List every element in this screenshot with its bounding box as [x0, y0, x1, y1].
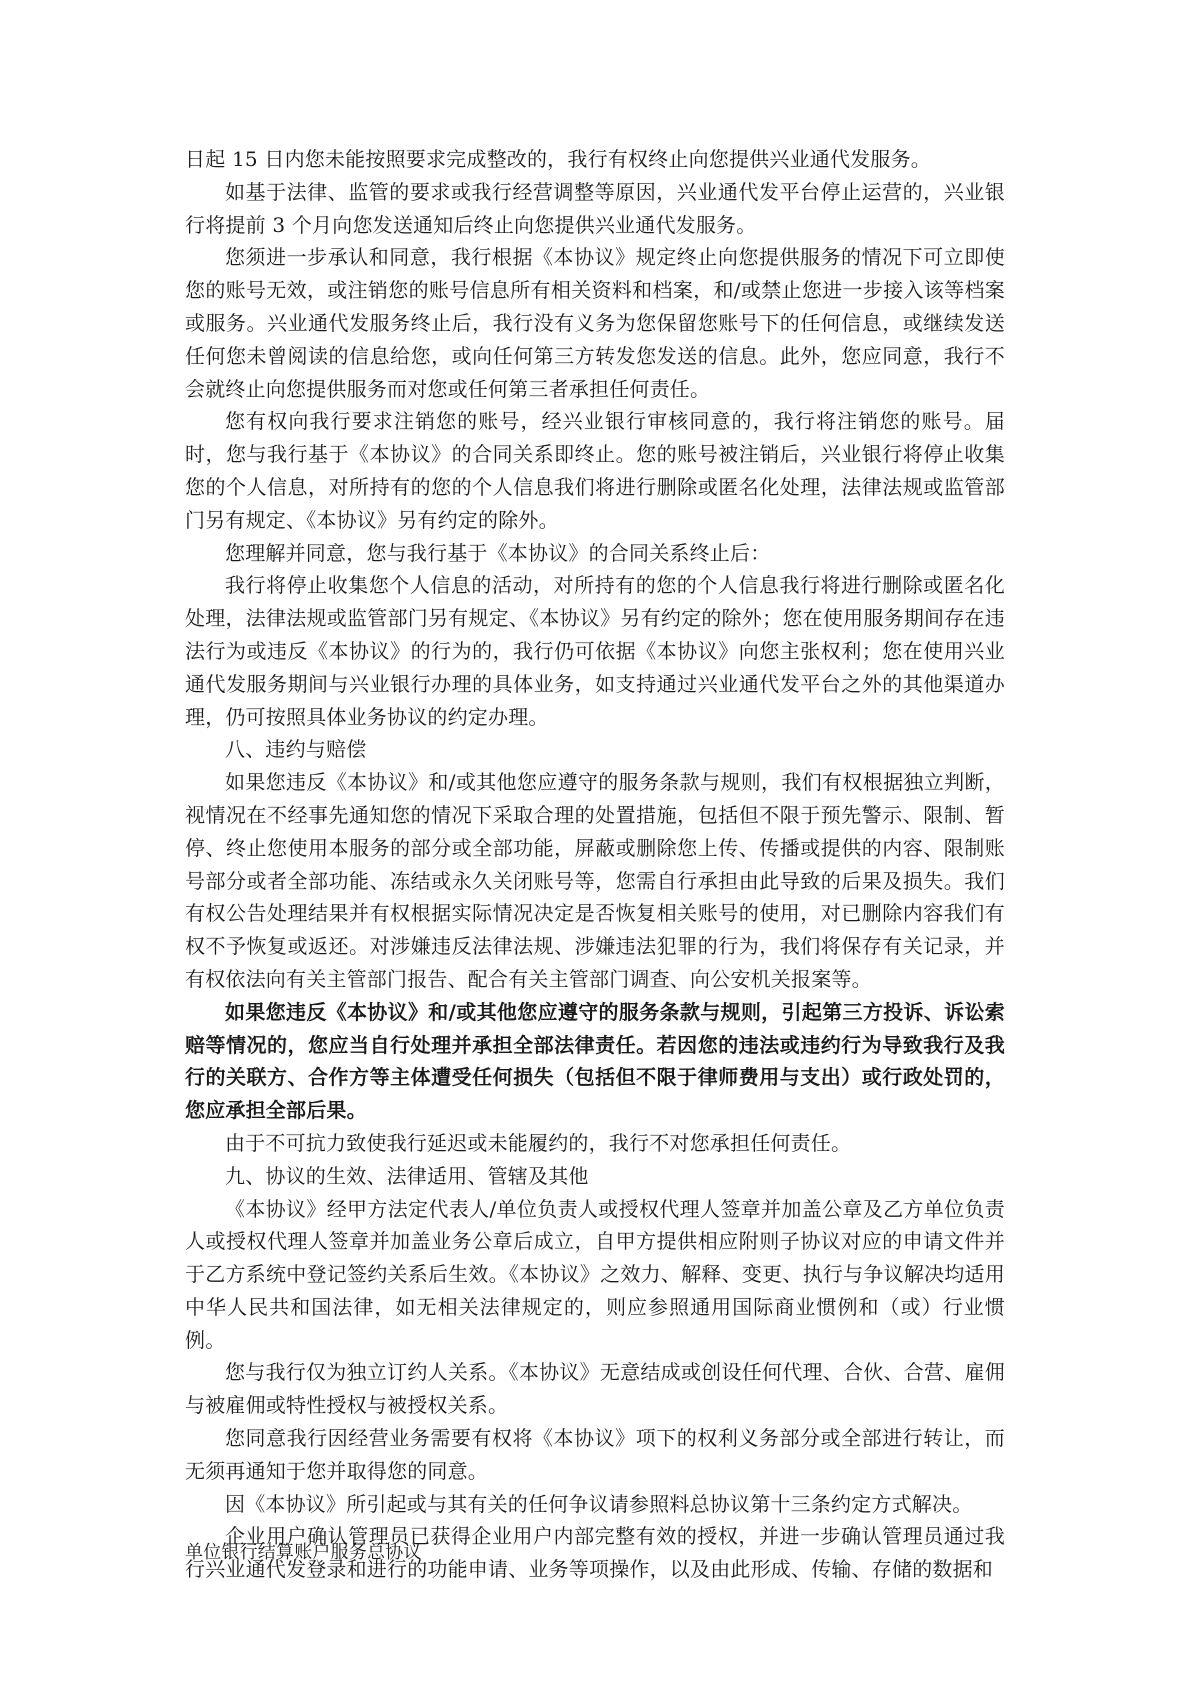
paragraph-post-termination: 我行将停止收集您个人信息的活动，对所持有的您的个人信息我行将进行删除或匿名化处理，法律法规或监管部门另有规定、《本协议》另有约定的除外；您在使用服务期间存在违法行为或违反《本协议》的行为的，我行仍可依据《本协议》向您主张权利；您在使用兴业通代发服务期间与兴业银行办理的具体业务，如支持通过兴业通代发平台之外的其他渠道办理，仍可按照具体业务协议的约定办理。: [185, 573, 1005, 729]
section-heading-breach: 八、违约与赔偿: [225, 737, 367, 762]
paragraph-assignment: 您同意我行因经营业务需要有权将《本协议》项下的权利义务部分或全部进行转让，而无须再通知于您并取得您的同意。: [185, 1426, 1005, 1483]
paragraph-breach-measures: 如果您违反《本协议》和/或其他您应遵守的服务条款与规则，我们有权根据独立判断，视情况在不经事先通知您的情况下采取合理的处置措施，包括但不限于预先警示、限制、暂停、终止您使用本服务的部分或全部功能，屏蔽或删除您上传、传播或提供的内容、限制账号部分或者全部功能、冻结或永久关闭账号等，您需自行承担由此导致的后果及损失。我们有权公告处理结果并有权根据实际情况决定是否恢复相关账号的使用，对已删除内容我们有权不予恢复或返还。对涉嫌违反法律法规、涉嫌违法犯罪的行为，我们将保存有关记录，并有权依法向有关主管部门报告、配合有关主管部门调查、向公安机关报案等。: [185, 770, 1005, 991]
paragraph-rectification-deadline: 日起 15 日内您未能按照要求完成整改的，我行有权终止向您提供兴业通代发服务。: [185, 147, 931, 171]
paragraph-dispute-resolution: 因《本协议》所引起或与其有关的任何争议请参照料总协议第十三条约定方式解决。: [225, 1491, 973, 1516]
paragraph-force-majeure: 由于不可抗力致使我行延迟或未能履约的，我行不对您承担任何责任。: [225, 1130, 852, 1155]
paragraph-admin-authorization: 企业用户确认管理员已获得企业用户内部完整有效的授权，并进一步确认管理员通过我行兴业通代发登录和进行的功能申请、业务等项操作，以及由此形成、传输、存储的数据和: [185, 1524, 1005, 1582]
paragraph-independent-contractor: 您与我行仅为独立订约人关系。《本协议》无意结成或创设任何代理、合伙、合营、雇佣与被雇佣或特性授权与被授权关系。: [185, 1360, 1005, 1418]
paragraph-platform-stop: 如基于法律、监管的要求或我行经营调整等原因，兴业通代发平台停止运营的，兴业银行将提前 3 个月向您发送通知后终止向您提供兴业通代发服务。: [185, 179, 1005, 237]
section-heading-effectiveness: 九、协议的生效、法律适用、管辖及其他: [225, 1163, 589, 1188]
page-footer: 单位银行结算账户服务总协议: [185, 1542, 422, 1563]
paragraph-breach-liability: 如果您违反《本协议》和/或其他您应遵守的服务条款与规则，引起第三方投诉、诉讼索赔等情况的，您应当自行处理并承担全部法律责任。若因您的违法或违约行为导致我行及我行的关联方、合作方等主体遭受任何损失（包括但不限于律师费用与支出）或行政处罚的，您应承担全部后果。: [185, 999, 1005, 1123]
paragraph-effectiveness: 《本协议》经甲方法定代表人/单位负责人或授权代理人签章并加盖公章及乙方单位负责人或授权代理人签章并加盖业务公章后成立，自甲方提供相应附则子协议对应的申请文件并于乙方系统中登记签约关系后生效。《本协议》之效力、解释、变更、执行与争议解决均适用中华人民共和国法律，如无相关法律规定的，则应参照通用国际商业惯例和（或）行业惯例。: [185, 1196, 1005, 1352]
document-body: [185, 143, 1005, 1586]
paragraph-account-invalidation: 您须进一步承认和同意，我行根据《本协议》规定终止向您提供服务的情况下可立即使您的账号无效，或注销您的账号信息所有相关资料和档案，和/或禁止您进一步接入该等档案或服务。兴业通代发服务终止后，我行没有义务为您保留您账号下的任何信息，或继续发送任何您未曾阅读的信息给您，或向任何第三方转发您发送的信息。此外，您应同意，我行不会就终止向您提供服务而对您或任何第三者承担任何责任。: [185, 245, 1005, 401]
paragraph-account-cancellation: 您有权向我行要求注销您的账号，经兴业银行审核同意的，我行将注销您的账号。届时，您与我行基于《本协议》的合同关系即终止。您的账号被注销后，兴业银行将停止收集您的个人信息，对所持有的您的个人信息我们将进行删除或匿名化处理，法律法规或监管部门另有规定、《本协议》另有约定的除外。: [185, 409, 1005, 532]
paragraph-termination-consent: 您理解并同意，您与我行基于《本协议》的合同关系终止后：: [225, 540, 771, 565]
